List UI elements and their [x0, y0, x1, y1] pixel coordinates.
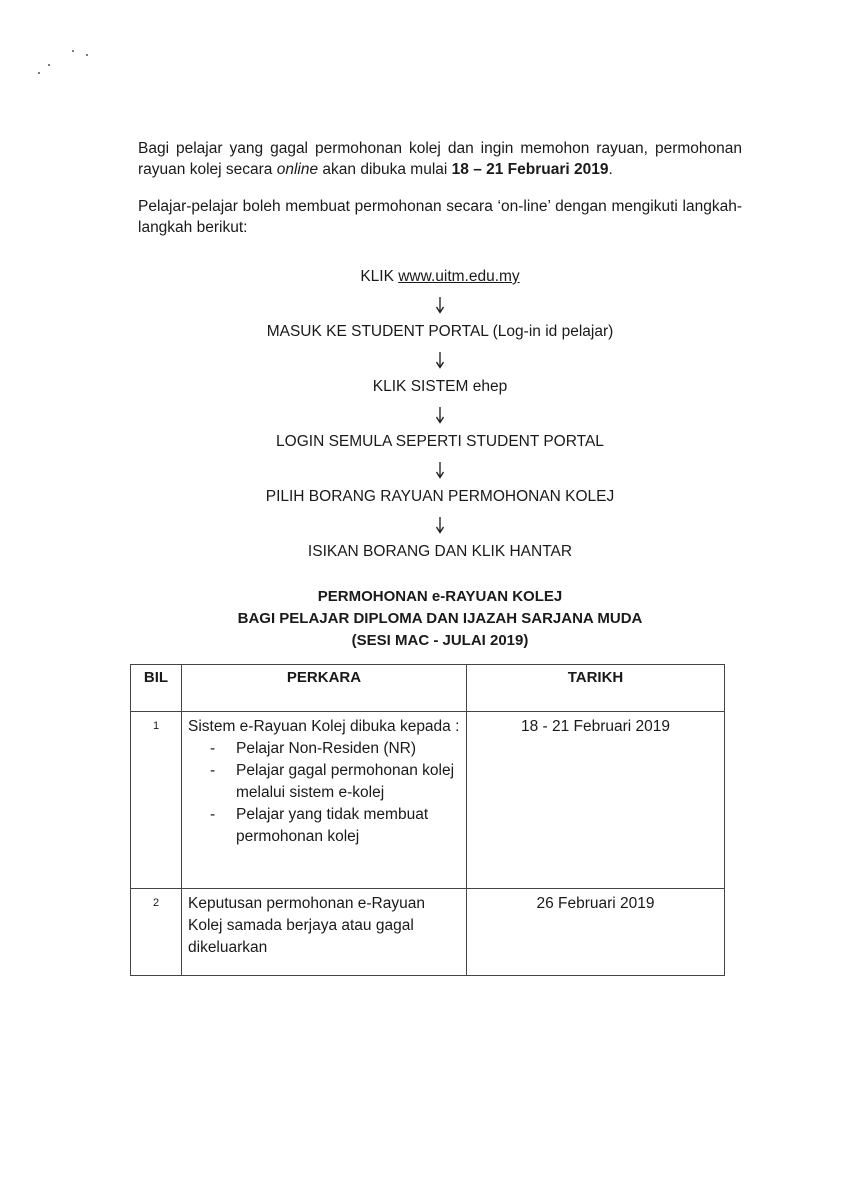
intro-paragraph-2: Pelajar-pelajar boleh membuat permohonan secara ‘on-line’ dengan mengikuti langkah-langkah berikut:: [138, 198, 742, 236]
intro-text: Bagi pelajar yang gagal permohonan kolej dan ingin memohon rayuan, permohonan rayuan kolej secara: [138, 140, 742, 178]
schedule-table: [130, 664, 725, 976]
down-arrow-icon: [138, 508, 742, 541]
section-heading: [138, 586, 742, 652]
list-item: - Pelajar Non-Residen (NR): [210, 740, 417, 757]
cell-perkara: Keputusan permohonan e-Rayuan Kolej samada berjaya atau gagal dikeluarkan: [182, 889, 467, 976]
uitm-website-link[interactable]: www.uitm.edu.my: [398, 268, 520, 285]
cell-bil: 2: [131, 889, 182, 976]
step-2: MASUK KE STUDENT PORTAL (Log-in id pelajar): [266, 323, 614, 340]
step-6: ISIKAN BORANG DAN KLIK HANTAR: [307, 543, 573, 560]
step-4: LOGIN SEMULA SEPERTI STUDENT PORTAL: [276, 433, 604, 450]
cell-bil: 1: [131, 712, 182, 889]
cell-tarikh: 26 Februari 2019: [467, 889, 725, 976]
list-item: - Pelajar gagal permohonan kolej melalui sistem e-kolej: [210, 762, 455, 801]
table-row: [131, 712, 725, 889]
scan-speck: [72, 50, 74, 52]
intro-text-end: .: [608, 161, 613, 178]
heading-line-1: PERMOHONAN e-RAYUAN KOLEJ: [317, 588, 563, 605]
subitem-text: Pelajar gagal permohonan kolej melalui sistem e-kolej: [236, 762, 455, 801]
steps-flowchart: [138, 266, 742, 563]
intro-paragraph-1: [138, 138, 742, 180]
cell-tarikh: 18 - 21 Februari 2019: [467, 712, 725, 889]
subitem-text: Pelajar Non-Residen (NR): [236, 740, 417, 757]
intro-date-range: 18 – 21 Februari 2019: [451, 161, 609, 178]
intro-text-mid: akan dibuka mulai: [318, 161, 452, 178]
heading-line-2: BAGI PELAJAR DIPLOMA DAN IJAZAH SARJANA MUDA: [237, 610, 643, 627]
heading-line-3: (SESI MAC - JULAI 2019): [351, 632, 529, 649]
cell-perkara: [182, 712, 467, 889]
scan-specks: [34, 46, 104, 86]
step-5: PILIH BORANG RAYUAN PERMOHONAN KOLEJ: [265, 488, 615, 505]
header-bil: BIL: [131, 665, 182, 712]
table-header-row: [131, 665, 725, 712]
header-perkara: PERKARA: [182, 665, 467, 712]
header-tarikh: TARIKH: [467, 665, 725, 712]
down-arrow-icon: [138, 288, 742, 321]
scan-speck: [86, 54, 88, 56]
step-1: [138, 266, 742, 288]
intro-italic-online: online: [276, 161, 319, 178]
perkara-text: Sistem e-Rayuan Kolej dibuka kepada :: [188, 718, 460, 735]
down-arrow-icon: [138, 343, 742, 376]
scan-speck: [48, 64, 50, 66]
scan-speck: [38, 72, 40, 74]
down-arrow-icon: [138, 453, 742, 486]
step-1-prefix: KLIK: [360, 268, 399, 285]
subitem-list: [188, 738, 460, 848]
list-item: - Pelajar yang tidak membuat permohonan kolej: [210, 806, 429, 845]
step-3: KLIK SISTEM ehep: [372, 378, 508, 395]
table-row: [131, 889, 725, 976]
down-arrow-icon: [138, 398, 742, 431]
subitem-text: Pelajar yang tidak membuat permohonan kolej: [236, 806, 429, 845]
